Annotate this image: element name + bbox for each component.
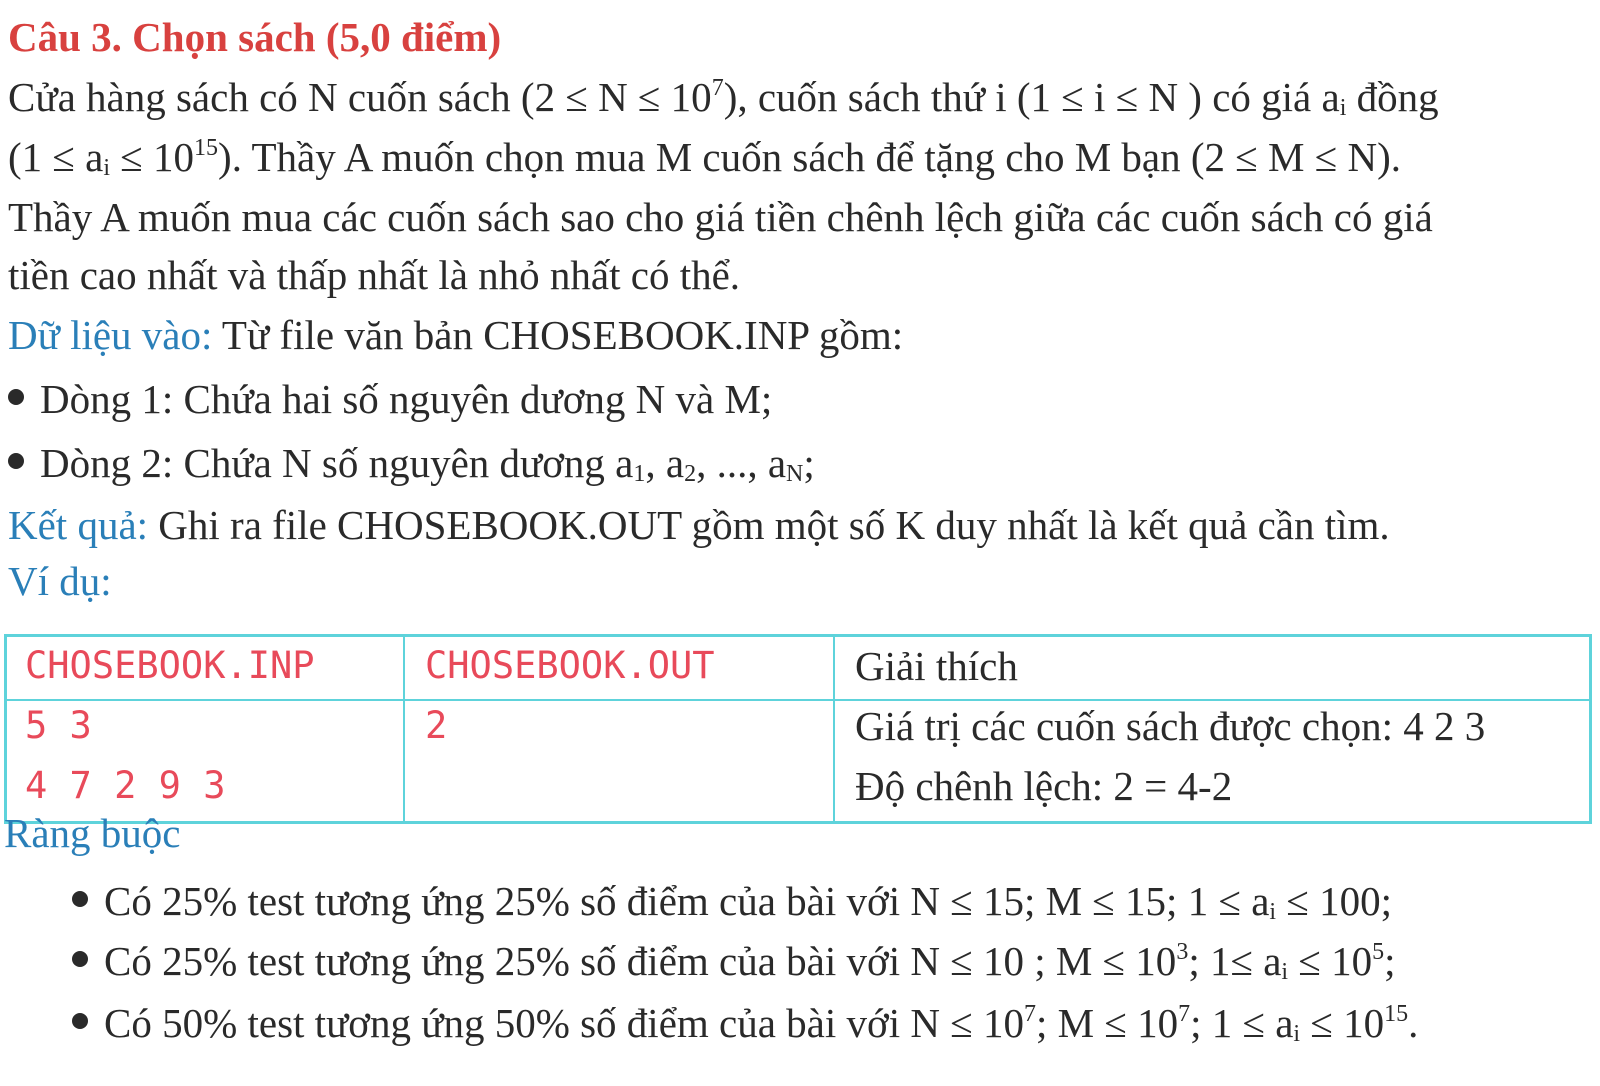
example-table	[4, 634, 1592, 824]
bullet-icon	[8, 389, 24, 405]
text-run: Có 50% test tương ứng 50% số điểm của bài với N ≤ 10	[104, 1000, 1024, 1046]
text-run: , a	[645, 440, 685, 486]
text-run: Có 25% test tương ứng 25% số điểm của bài với N ≤ 15; M ≤ 15; 1 ≤ a	[104, 878, 1270, 924]
subscript: i	[1293, 1021, 1301, 1047]
statement-line	[8, 132, 1401, 182]
input-bullet-text	[40, 440, 815, 486]
bullet-icon	[72, 891, 88, 907]
text-run: Dòng 1: Chứa hai số nguyên dương N và M;	[40, 376, 773, 422]
subscript: 2	[684, 461, 697, 487]
text-run: ;	[1384, 938, 1396, 984]
example-label: Ví dụ:	[8, 558, 112, 604]
superscript: 7	[1178, 1001, 1191, 1027]
output-section-heading	[8, 500, 1390, 550]
input-example-line: 5 3	[25, 704, 92, 747]
constraint-item	[72, 876, 1392, 926]
statement-line	[8, 72, 1439, 122]
table-header-output: CHOSEBOOK.OUT	[425, 644, 715, 687]
superscript: 15	[194, 135, 219, 161]
text-run: ≤ 10	[110, 134, 195, 180]
table-header-explanation: Giải thích	[855, 643, 1018, 689]
text-run: đồng	[1346, 74, 1439, 120]
constraints-label: Ràng buộc	[4, 810, 181, 856]
text-run: , ..., a	[696, 440, 787, 486]
text-run: Dòng 2: Chứa N số nguyên dương a	[40, 440, 634, 486]
constraint-text	[104, 938, 1396, 984]
input-section-label: Dữ liệu vào:	[8, 312, 213, 358]
output-section-text: Ghi ra file CHOSEBOOK.OUT gồm một số K duy nhất là kết quả cần tìm.	[148, 502, 1390, 548]
constraint-text	[104, 1000, 1418, 1046]
input-bullet-item	[8, 438, 815, 488]
table-divider	[833, 637, 835, 821]
statement-line	[8, 250, 740, 300]
output-section-label: Kết quả:	[8, 502, 149, 548]
text-run: ; 1≤ a	[1188, 938, 1282, 984]
text-run: Có 25% test tương ứng 25% số điểm của bài với N ≤ 10 ; M ≤ 10	[104, 938, 1177, 984]
text-run: ;	[803, 440, 815, 486]
subscript: i	[103, 155, 111, 181]
superscript: 5	[1372, 939, 1385, 965]
constraint-item	[72, 998, 1418, 1048]
statement-line	[8, 192, 1433, 242]
subscript: i	[1281, 959, 1289, 985]
text-run: (1 ≤ a	[8, 134, 104, 180]
text-run: Cửa hàng sách có N cuốn sách (2 ≤ N ≤ 10	[8, 74, 712, 120]
subscript: 1	[633, 461, 646, 487]
superscript: 15	[1384, 1001, 1409, 1027]
text-run: ≤ 10	[1288, 938, 1373, 984]
subscript: i	[1269, 899, 1277, 925]
superscript: 3	[1176, 939, 1189, 965]
superscript: 7	[1023, 1001, 1036, 1027]
input-section-heading	[8, 310, 903, 360]
problem-title: Câu 3. Chọn sách (5,0 điểm)	[8, 14, 502, 60]
input-bullet-text	[40, 376, 772, 422]
superscript: 7	[711, 75, 724, 101]
text-run: .	[1408, 1000, 1419, 1046]
bullet-icon	[72, 951, 88, 967]
input-example-line: 4 7 2 9 3	[25, 764, 226, 807]
text-run: ; 1 ≤ a	[1190, 1000, 1294, 1046]
explanation-line: Độ chênh lệch: 2 = 4-2	[855, 763, 1233, 809]
input-section-text: Từ file văn bản CHOSEBOOK.INP gồm:	[212, 312, 904, 358]
subscript: i	[1339, 95, 1347, 121]
text-run: tiền cao nhất và thấp nhất là nhỏ nhất có thể.	[8, 252, 741, 298]
text-run: ≤ 100;	[1276, 878, 1392, 924]
input-bullet-item	[8, 374, 772, 424]
text-run: ). Thầy A muốn chọn mua M cuốn sách để tặng cho M bạn (2 ≤ M ≤ N).	[218, 134, 1401, 180]
constraint-text	[104, 878, 1392, 924]
subscript: N	[786, 461, 804, 487]
explanation-line: Giá trị các cuốn sách được chọn: 4 2 3	[855, 703, 1486, 749]
bullet-icon	[72, 1013, 88, 1029]
output-example-line: 2	[425, 704, 448, 747]
text-run: ≤ 10	[1300, 1000, 1385, 1046]
text-run: Thầy A muốn mua các cuốn sách sao cho giá tiền chênh lệch giữa các cuốn sách có giá	[8, 194, 1433, 240]
bullet-icon	[8, 453, 24, 469]
table-divider	[403, 637, 405, 821]
text-run: ; M ≤ 10	[1035, 1000, 1179, 1046]
text-run: ), cuốn sách thứ i (1 ≤ i ≤ N ) có giá a	[723, 74, 1340, 120]
table-header-input: CHOSEBOOK.INP	[25, 644, 315, 687]
constraint-item	[72, 936, 1396, 986]
